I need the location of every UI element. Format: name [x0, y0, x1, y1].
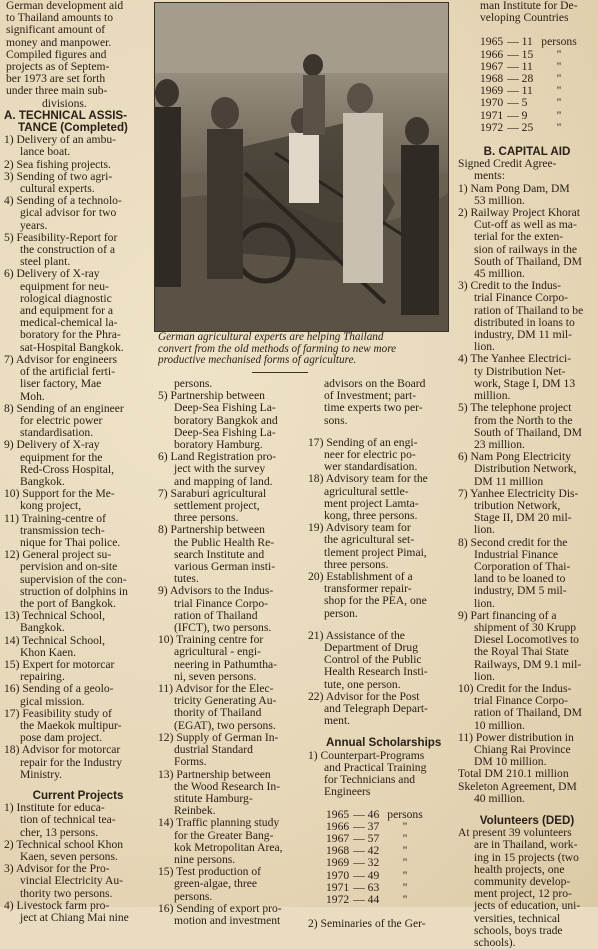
line: money and manpower.	[6, 36, 112, 49]
text-line: sat-Hospital Bangkok.	[20, 341, 124, 354]
text-line: motion and investment	[174, 914, 281, 927]
text-line: persons.	[174, 378, 213, 390]
text-line: repairing.	[20, 671, 65, 684]
table-cell: "	[402, 880, 408, 894]
text-line: equipment for neu-	[20, 280, 109, 293]
text-line: 16) Sending of export pro-	[158, 902, 282, 915]
text-line: 3) Advisor for the Pro-	[4, 863, 110, 876]
text-line: lion.	[474, 341, 495, 354]
text-line: time experts two per-	[324, 402, 423, 415]
text-line: industry, DM 5 mil-	[474, 585, 567, 598]
text-line: struction of dolphins in	[20, 585, 128, 598]
text-line: Corporation of Thai-	[474, 560, 571, 573]
text-line: 4) The Yanhee Electrici-	[458, 353, 572, 366]
text-line: agricultural - engi-	[174, 646, 261, 659]
text-line: the port of Bangkok.	[20, 597, 116, 610]
text-line: 15) Expert for motorcar	[4, 658, 115, 671]
text-line: persons.	[174, 890, 213, 903]
text-line: neering in Pathumtha-	[174, 658, 278, 671]
table-cell: — 42	[353, 844, 380, 858]
text-line: wer standardisation.	[324, 461, 418, 474]
text-line: Engineers	[324, 786, 371, 799]
table-cell: "	[556, 84, 562, 98]
text-line: 8) Partnership between	[158, 524, 265, 537]
text-line: thority of Thailand	[174, 707, 262, 720]
caption-divider	[252, 372, 308, 373]
text-line: (EGAT), two persons.	[174, 719, 276, 732]
text-line: from the North to the	[474, 414, 573, 427]
table-row	[326, 857, 431, 869]
text-line: tribution Network,	[474, 499, 561, 512]
table-cell: 1966	[326, 819, 350, 833]
text-line: three persons.	[324, 558, 389, 571]
text-line: ject with the survey	[174, 463, 266, 476]
text-line: distributed in loans to	[474, 316, 575, 329]
text-line: 1) Nam Pong Dam, DM	[458, 182, 570, 195]
text-line: tlement project Pimai,	[324, 546, 427, 559]
text-line: 53 million.	[474, 194, 525, 207]
table-cell: 1969	[480, 84, 504, 98]
table-cell: "	[402, 844, 408, 858]
text-line: repair for the Industry	[20, 756, 123, 769]
text-line: gical advisor for two	[20, 207, 117, 220]
text-line: for electric power	[20, 414, 103, 427]
table-cell: — 49	[353, 868, 380, 882]
text-line: person.	[324, 607, 358, 620]
line: significant amount of	[6, 24, 106, 37]
text-line: boratory Hamburg.	[174, 439, 263, 452]
text-line	[308, 427, 450, 437]
table-cell: "	[402, 831, 408, 845]
volunteers-text	[458, 827, 596, 949]
text-line: nique for Thai police.	[20, 536, 121, 549]
text-line: equipment for the	[20, 451, 103, 464]
text-line: transformer repair-	[324, 583, 412, 596]
table-row	[480, 110, 585, 122]
text-line: sons.	[324, 414, 348, 427]
table-cell: 1967	[480, 59, 504, 73]
text-line: the Maekok multipur-	[20, 719, 122, 732]
table-cell: — 11	[507, 84, 533, 98]
text-line: 11) Advisor for the Elec-	[158, 683, 274, 696]
text-line: rological diagnostic	[20, 292, 112, 305]
text-line: for Technicians and	[324, 774, 416, 787]
text-line: Industrial Finance	[474, 548, 559, 561]
table-cell: "	[402, 856, 408, 870]
text-line: 9) Advisors to the Indus-	[158, 585, 274, 598]
column-1	[4, 0, 152, 924]
table-cell: 1966	[480, 47, 504, 61]
current-projects-list	[4, 802, 152, 924]
text-line: tricity Generating Au-	[174, 695, 277, 708]
text-line: ty Distribution Net-	[474, 365, 566, 378]
table-cell: — 15	[507, 47, 534, 61]
text-line: 23 million.	[474, 438, 525, 451]
text-line: schools, boys trade	[474, 924, 563, 937]
table-cell: — 5	[507, 96, 528, 110]
table-row	[480, 97, 585, 109]
text-line: shop for the PEA, one	[324, 595, 427, 608]
text-line: health projects, one	[474, 863, 565, 876]
text-line: 7) Saraburi agricultural	[158, 487, 267, 500]
text-line: 8) Sending of an engineer	[4, 402, 124, 415]
line: projects as of Septem-	[6, 61, 110, 74]
text-line: Reinbek.	[174, 805, 216, 818]
text-line: DM 10 million.	[474, 756, 547, 769]
text-line: Kaen, seven persons.	[20, 851, 118, 864]
text-line: the construction of a	[20, 244, 115, 257]
text-line: for the Greater Bang-	[174, 829, 274, 842]
text-line: 14) Traffic planning study	[158, 817, 280, 830]
text-line: liser factory, Mae	[20, 378, 102, 391]
text-line: 16) Sending of a geolo-	[4, 683, 114, 696]
text-line: shipment of 30 Krupp	[474, 621, 577, 634]
text-line: Signed Credit Agree-	[458, 158, 557, 171]
text-line: 7) Yanhee Electricity Dis-	[458, 487, 579, 500]
text-line: 9) Delivery of X-ray	[4, 439, 100, 452]
seminars-table	[480, 36, 585, 134]
text-line: 2) Technical school Khon	[4, 838, 124, 851]
capital-aid-list	[458, 158, 596, 805]
text-line: 7) Advisor for engineers	[4, 353, 118, 366]
table-row	[326, 870, 431, 882]
text-line: pervision and on-site	[20, 561, 118, 574]
text-line: three persons.	[174, 512, 239, 525]
text-line: Department of Drug	[324, 642, 419, 655]
text-line: stitute Hamburg-	[174, 792, 253, 805]
text-line: 21) Assistance of the	[308, 629, 405, 642]
text-line: medical-chemical la-	[20, 317, 118, 330]
column-4	[458, 0, 596, 949]
scholarships-heading: Annual Scholarships	[326, 736, 442, 750]
text-line: ration of Thailand to be	[474, 304, 584, 317]
text-line: Ministry.	[20, 768, 63, 781]
text-line: 2) Railway Project Khorat	[458, 207, 581, 220]
table-cell: — 11	[507, 59, 533, 73]
line: man Institute for De-	[480, 0, 578, 12]
text-line: DM 11 million	[474, 475, 544, 488]
text-line: 45 million.	[474, 268, 525, 281]
text-line: 5) Partnership between	[158, 390, 265, 403]
column-3	[308, 378, 450, 930]
photo-illustration	[155, 3, 448, 331]
text-line: Control of the Public	[324, 654, 422, 667]
text-line: trial Finance Corpo-	[174, 597, 269, 610]
table-cell: 1965	[480, 35, 504, 49]
text-line: nine persons.	[174, 853, 236, 866]
table-cell: 1967	[326, 831, 350, 845]
current-projects-cont	[308, 378, 450, 727]
text-line: 10) Credit for the Indus-	[458, 682, 572, 695]
table-cell: "	[556, 47, 562, 61]
text-line: ing in 15 projects (two	[474, 851, 579, 864]
text-line: ment project Lamta-	[324, 497, 419, 510]
text-line: search Institute and	[174, 548, 265, 561]
text-line: 10) Support for the Me-	[4, 488, 115, 501]
text-line: various German insti-	[174, 561, 276, 574]
text-line: 1) Institute for educa-	[4, 802, 105, 815]
text-line: and Practical Training	[324, 761, 427, 774]
line: ber 1973 are set forth	[6, 73, 106, 86]
text-line: Stage II, DM 20 mil-	[474, 512, 572, 525]
table-cell: "	[402, 819, 408, 833]
table-cell: 1970	[326, 868, 350, 882]
text-line: work, Stage I, DM 13	[474, 377, 576, 390]
text-line: Deep-Sea Fishing La-	[174, 426, 276, 439]
text-line: 22) Advisor for the Post	[308, 690, 420, 703]
scholarships-table	[326, 809, 431, 907]
text-line: 11) Training-centre of	[4, 512, 106, 525]
text-line: tutes.	[174, 573, 199, 586]
text-line: gical mission.	[20, 695, 85, 708]
table-cell: — 44	[353, 892, 380, 906]
column-2	[158, 378, 306, 927]
text-line: 12) Supply of German In-	[158, 731, 279, 744]
text-line: transmission tech-	[20, 524, 105, 537]
text-line: the agricultural set-	[324, 534, 415, 547]
text-line: 20) Establishment of a	[308, 571, 413, 584]
table-cell: — 11	[507, 35, 533, 49]
technical-assistance-list	[4, 134, 152, 781]
table-cell: "	[556, 120, 562, 134]
text-line: South of Thailand, DM	[474, 255, 582, 268]
table-cell: 1968	[480, 72, 504, 86]
table-row	[480, 36, 585, 48]
table-cell: "	[556, 59, 562, 73]
text-line: lance boat.	[20, 146, 71, 159]
table-cell: 1972	[480, 120, 504, 134]
table-cell: 1969	[326, 856, 350, 870]
text-line: tion of technical tea-	[20, 814, 116, 827]
text-line: community develop-	[474, 876, 571, 889]
text-line: 15) Test production of	[158, 866, 261, 879]
section-a-heading: A. TECHNICAL ASSIS-	[4, 108, 128, 122]
text-line: 18) Advisory team for the	[308, 473, 428, 486]
table-cell: — 32	[353, 856, 380, 870]
table-row	[480, 122, 585, 134]
text-line: ration of Thailand, DM	[474, 707, 582, 720]
text-line: and mapping of land.	[174, 475, 273, 488]
text-line: (IFCT), two persons.	[174, 622, 272, 635]
text-line: pose dam project.	[20, 732, 103, 745]
text-line: 12) General project su-	[4, 549, 112, 562]
photo-caption	[158, 332, 446, 367]
table-cell: "	[556, 96, 562, 110]
table-cell: 1971	[326, 880, 350, 894]
capital-aid-heading: B. CAPITAL AID	[483, 145, 571, 159]
text-line: kong project,	[20, 500, 82, 513]
text-line: thority two persons.	[20, 887, 113, 900]
caption-line: productive mechanised forms of agriculture.	[158, 355, 357, 367]
text-line: 10) Training centre for	[158, 634, 264, 647]
text-line: Diesel Locomotives to	[474, 634, 579, 647]
table-row	[480, 49, 585, 61]
table-cell: — 9	[507, 108, 528, 122]
text-line: trial Finance Corpo-	[474, 695, 569, 708]
table-cell: persons	[541, 35, 577, 49]
table-cell: — 25	[507, 120, 534, 134]
text-line: 13) Partnership between	[158, 768, 271, 781]
text-line: 2) Sea fishing projects.	[4, 158, 111, 171]
text-line: Bangkok.	[20, 622, 65, 635]
text-line: 14) Technical School,	[4, 634, 106, 647]
table-cell: — 46	[353, 807, 380, 821]
text-line: Khon Kaen.	[20, 646, 77, 659]
text-line: ni, seven persons.	[174, 670, 257, 683]
line: veloping Countries	[480, 12, 569, 25]
text-line: Bangkok.	[20, 475, 65, 488]
table-row	[326, 809, 431, 821]
scholarships-intro	[308, 750, 450, 799]
text-line: lion.	[474, 524, 495, 537]
current-projects-heading: Current Projects	[32, 789, 124, 802]
text-line: versities, technical	[474, 912, 561, 925]
agricultural-photo	[154, 2, 449, 332]
text-line: 5) The telephone project	[458, 402, 572, 415]
intro-text	[4, 0, 152, 110]
table-cell: — 37	[353, 819, 380, 833]
text-line: ment project, 12 pro-	[474, 888, 572, 901]
table-cell: "	[402, 868, 408, 882]
text-line: ration of Thailand	[174, 609, 258, 622]
text-line: 18) Advisor for motorcar	[4, 744, 121, 757]
table-cell: 1972	[326, 892, 350, 906]
text-line: lion.	[474, 597, 495, 610]
section-a-heading-cont: TANCE (Completed)	[18, 121, 128, 135]
text-line: 6) Land Registration pro-	[158, 451, 277, 464]
volunteers-heading: Volunteers (DED)	[479, 814, 575, 827]
table-cell: 1968	[326, 844, 350, 858]
text-line: advisors on the Board	[324, 378, 426, 390]
text-line: 1) Counterpart-Programs	[308, 749, 425, 762]
text-line: standardisation.	[20, 427, 94, 440]
text-line: 11) Power distribution in	[458, 731, 574, 744]
line: German development aid	[6, 0, 124, 12]
table-cell: — 57	[353, 831, 380, 845]
text-line: 4) Sending of a technolo-	[4, 195, 122, 208]
seminars-line: 2) Seminaries of the Ger-	[308, 918, 426, 931]
text-line: the Wood Research In-	[174, 780, 281, 793]
text-line: of the artificial ferti-	[20, 366, 115, 379]
text-line: Cut-off as well as ma-	[474, 219, 577, 232]
text-line: Red-Cross Hospital,	[20, 463, 115, 476]
table-cell: "	[556, 108, 562, 122]
text-line: Forms.	[174, 756, 207, 769]
text-line: At present 39 volunteers	[458, 827, 572, 840]
text-line: 8) Second credit for the	[458, 536, 568, 549]
text-line: 1) Delivery of an ambu-	[4, 134, 117, 147]
text-line: Moh.	[20, 390, 45, 403]
table-cell: "	[402, 892, 408, 906]
text-line: 13) Technical School,	[4, 610, 106, 623]
text-line: ment.	[324, 715, 351, 728]
text-line: tute, one person.	[324, 678, 401, 691]
text-line: steel plant.	[20, 256, 71, 269]
caption-line: German agricultural experts are helping Thailand	[158, 332, 384, 343]
text-line: Railways, DM 9.1 mil-	[474, 658, 582, 671]
text-line: supervision of the con-	[20, 573, 127, 586]
text-line: industry, DM 11 mil-	[474, 329, 573, 342]
text-line: 17) Sending of an engi-	[308, 436, 418, 449]
table-cell: 1970	[480, 96, 504, 110]
text-line: settlement project,	[174, 500, 260, 513]
table-row	[326, 894, 431, 906]
text-line: Deep-Sea Fishing La-	[174, 402, 276, 415]
text-line: land to be loaned to	[474, 573, 566, 586]
text-line: 9) Part financing of a	[458, 609, 557, 622]
text-line: boratory Bangkok and	[174, 414, 278, 427]
text-line: 3) Sending of two agri-	[4, 170, 113, 183]
table-cell: — 28	[507, 72, 534, 86]
text-line: 4) Livestock farm pro-	[4, 899, 110, 912]
text-line: cultural experts.	[20, 183, 95, 196]
text-line: years.	[20, 219, 48, 232]
text-line: 6) Delivery of X-ray	[4, 268, 100, 281]
line: to Thailand amounts to	[6, 12, 114, 25]
caption-line: convert from the old methods of farming to new more	[158, 343, 397, 355]
table-cell: persons	[387, 807, 423, 821]
text-line: the Royal Thai State	[474, 646, 569, 659]
text-line: neer for electric po-	[324, 449, 416, 462]
text-line: and equipment for a	[20, 305, 114, 318]
text-line: ject at Chiang Mai nine	[20, 912, 129, 925]
text-line: are in Thailand, work-	[474, 839, 578, 852]
text-line: vincial Electricity Au-	[20, 875, 124, 888]
text-line: sion of railways in the	[474, 243, 578, 256]
text-line: ments:	[474, 170, 505, 183]
text-line: and Telegraph Depart-	[324, 703, 428, 716]
line: divisions.	[42, 97, 87, 110]
text-line: agricultural settle-	[324, 485, 409, 498]
text-line: schools).	[474, 937, 516, 949]
text-line: kong, three persons.	[324, 510, 418, 523]
text-line: boratory for the Phra-	[20, 329, 121, 342]
text-line: terial for the exten-	[474, 231, 564, 244]
text-line: Chiang Rai Province	[474, 743, 571, 756]
text-line: dustrial Standard	[174, 744, 253, 757]
text-line: 10 million.	[474, 719, 525, 732]
text-line: 17) Feasibility study of	[4, 707, 112, 720]
text-line: of Investment; part-	[324, 390, 417, 403]
text-line: the Public Health Re-	[174, 536, 275, 549]
text-line: 5) Feasibility-Report for	[4, 231, 118, 244]
text-line: Distribution Network,	[474, 463, 577, 476]
text-line: jects of education, uni-	[474, 900, 581, 913]
line: Compiled figures and	[6, 48, 107, 61]
text-line: cher, 13 persons.	[20, 826, 99, 839]
text-line: trial Finance Corpo-	[474, 292, 569, 305]
text-line: green-algae, three	[174, 878, 258, 891]
table-cell: 1971	[480, 108, 504, 122]
text-line: Skeleton Agreement, DM	[458, 780, 577, 793]
text-line: lion.	[474, 670, 495, 683]
text-line	[308, 620, 450, 630]
line: under three main sub-	[6, 85, 108, 98]
table-cell: "	[556, 72, 562, 86]
text-line: million.	[474, 390, 511, 403]
text-line: Health Research Insti-	[324, 666, 428, 679]
text-line: 19) Advisory team for	[308, 522, 411, 535]
table-cell: 1965	[326, 807, 350, 821]
text-line: kok Metropolitan Area,	[174, 841, 283, 854]
text-line: Total DM 210.1 million	[458, 768, 569, 781]
text-line: 6) Nam Pong Electricity	[458, 451, 572, 464]
text-line: South of Thailand, DM	[474, 426, 582, 439]
text-line: 3) Credit to the Indus-	[458, 280, 562, 293]
table-cell: — 63	[353, 880, 380, 894]
text-line: 40 million.	[474, 792, 525, 805]
